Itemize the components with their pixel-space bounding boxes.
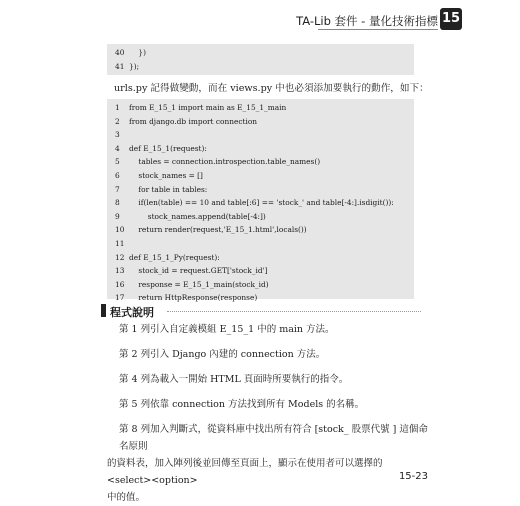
code-text: if(len(table) == 10 and table[:6] == 'stock_' and table[-4:].isdigit()): <box>129 198 394 208</box>
code-line <box>107 115 414 129</box>
explanation-paragraph <box>107 421 429 506</box>
explanation-paragraph <box>107 346 429 363</box>
explanation-paragraph <box>107 371 429 388</box>
line-number: 10 <box>115 225 125 235</box>
section-title: 程式說明 <box>110 306 154 319</box>
code-line <box>107 101 414 115</box>
section-heading <box>101 303 421 319</box>
code-text: response = E_15_1_main(stock_id) <box>129 279 269 289</box>
code-line <box>107 183 414 197</box>
paragraph-line: 的資料表，加入陣列後並回傳至頁面上，顯示在使用者可以選擇的 <select><option> <box>107 458 383 486</box>
paragraph-line: 第 2 列引入 Django 內建的 connection 方法。 <box>119 349 326 360</box>
code-line <box>107 278 414 292</box>
code-text: tables = connection.introspection.table_names() <box>129 157 321 167</box>
line-number: 3 <box>115 130 120 140</box>
code-block-views <box>107 99 414 303</box>
line-number: 2 <box>115 116 120 126</box>
code-text: for table in tables: <box>129 184 208 194</box>
line-number: 41 <box>115 61 125 71</box>
code-line <box>107 155 414 169</box>
code-line <box>107 264 414 278</box>
code-line <box>107 60 414 74</box>
line-number: 11 <box>115 238 125 248</box>
section-rule <box>167 311 421 312</box>
code-text: from django.db import connection <box>129 116 258 126</box>
code-text: }); <box>129 61 140 71</box>
code-line <box>107 128 414 142</box>
code-line <box>107 46 414 60</box>
line-number: 7 <box>115 184 120 194</box>
code-line <box>107 223 414 237</box>
line-number: 6 <box>115 170 120 180</box>
code-block-continuation <box>107 44 414 75</box>
code-text: def E_15_1(request): <box>129 143 207 153</box>
code-line <box>107 142 414 156</box>
paragraph-line: 第 8 列加入判斷式，從資料庫中找出所有符合 [stock_ 股票代號 ] 這個命名原則 <box>119 424 428 452</box>
line-number: 1 <box>115 103 120 112</box>
line-number: 16 <box>115 279 125 289</box>
header-rule <box>318 29 438 30</box>
paragraph-line: 第 5 列依靠 connection 方法找到所有 Models 的名稱。 <box>119 399 365 410</box>
intro-text: urls.py 記得做變動，而在 views.py 中也必須添加要執行的動作，如下： <box>114 83 429 94</box>
paragraph-line: 中的值。 <box>107 492 146 503</box>
code-line <box>107 237 414 251</box>
code-text: def E_15_1_Py(request): <box>129 252 220 262</box>
line-number: 9 <box>115 211 120 221</box>
page-number: 15-23 <box>398 471 428 482</box>
code-text: from E_15_1 import main as E_15_1_main <box>129 103 287 112</box>
line-number: 4 <box>115 143 120 153</box>
code-text: return HttpResponse(response) <box>129 293 258 303</box>
line-number: 13 <box>115 266 125 276</box>
chapter-badge: 15 <box>440 8 462 30</box>
line-number: 40 <box>115 48 125 57</box>
code-text: return render(request,'E_15_1.html',locals()) <box>129 225 307 235</box>
explanation-paragraph <box>107 396 429 413</box>
code-text: stock_names = [] <box>129 170 203 180</box>
paragraph-line: 第 4 列為載入一開始 HTML 頁面時所要執行的指令。 <box>119 374 349 385</box>
running-header-title: TA-Lib 套件 - 量化技術指標 <box>296 14 438 28</box>
explanation-paragraph <box>107 321 429 338</box>
code-line <box>107 196 414 210</box>
line-number: 8 <box>115 198 120 208</box>
code-line <box>107 251 414 265</box>
paragraph-line: 第 1 列引入自定義模組 E_15_1 中的 main 方法。 <box>119 324 335 335</box>
code-line <box>107 210 414 224</box>
line-number: 5 <box>115 157 120 167</box>
code-line <box>107 169 414 183</box>
code-text: stock_id = request.GET['stock_id'] <box>129 266 268 276</box>
line-number: 17 <box>115 293 125 303</box>
page-header <box>0 0 520 36</box>
code-text: }) <box>129 48 146 57</box>
code-text: stock_names.append(table[-4:]) <box>129 211 266 221</box>
section-marker <box>101 304 106 317</box>
line-number: 12 <box>115 252 125 262</box>
